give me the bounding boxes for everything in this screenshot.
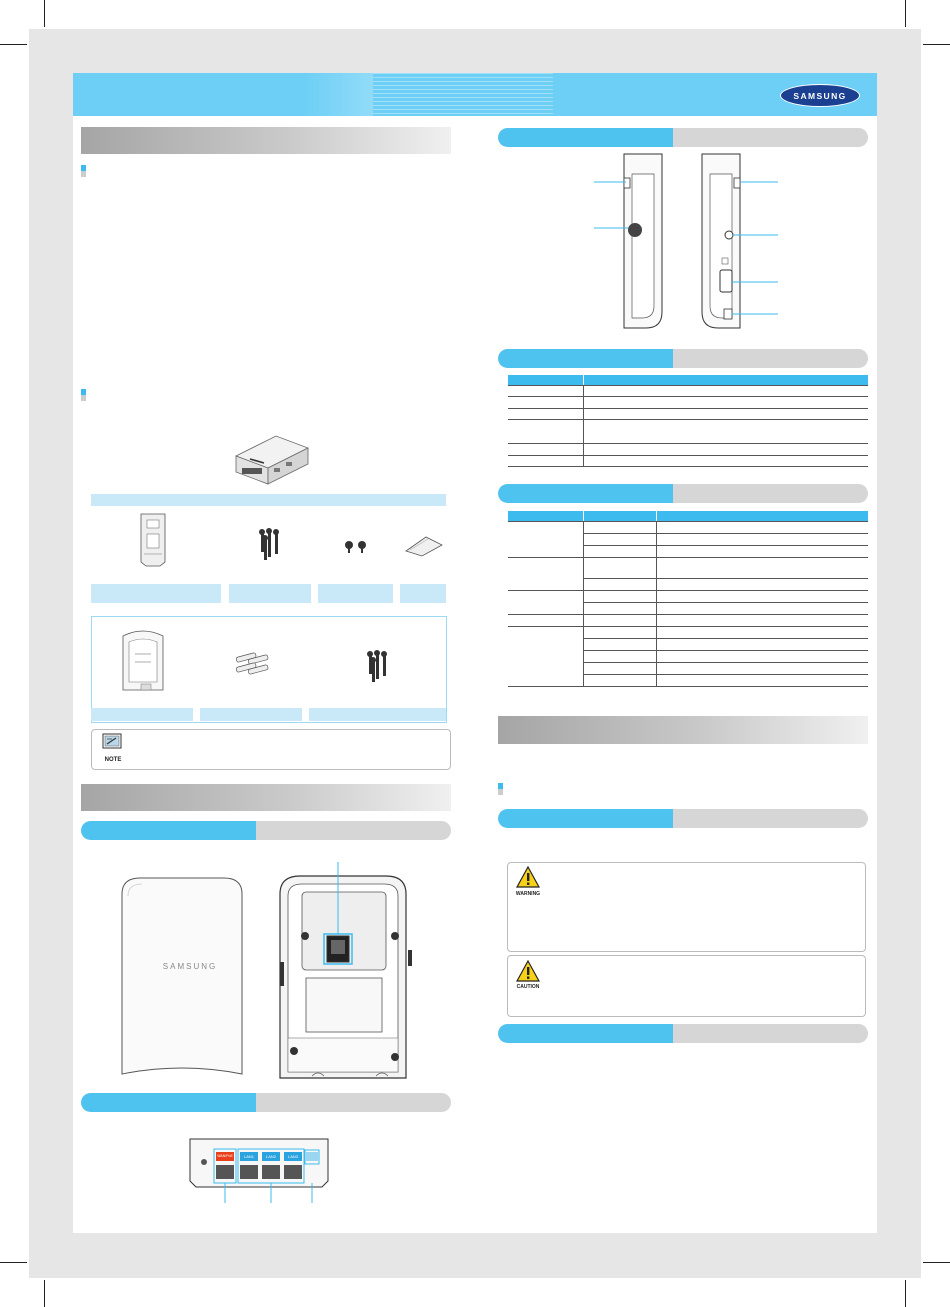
label-bar xyxy=(91,494,446,506)
callout-line xyxy=(336,862,340,874)
crop-mark xyxy=(923,44,950,45)
note-icon xyxy=(100,733,124,755)
subsection-title-bar xyxy=(498,128,868,147)
note-box xyxy=(91,729,451,770)
warning-label: WARNING xyxy=(515,891,541,897)
bullet-marker xyxy=(81,389,86,401)
note-label: NOTE xyxy=(104,757,122,763)
crop-mark xyxy=(0,44,27,45)
label-bar xyxy=(400,584,446,603)
screws-image xyxy=(257,528,281,564)
port-label-lan2: LAN2 xyxy=(265,1154,276,1159)
label-bar xyxy=(200,708,302,721)
small-screws-image xyxy=(343,540,369,554)
subsection-title-bar xyxy=(81,821,451,840)
crop-mark xyxy=(44,0,45,27)
samsung-logo: SAMSUNG xyxy=(780,84,860,107)
wall-mount-bracket-image xyxy=(138,512,168,568)
bullet-marker xyxy=(81,165,86,177)
access-point-image xyxy=(228,432,310,490)
crop-mark xyxy=(923,1262,950,1263)
section-title-bar xyxy=(81,784,451,811)
crop-mark xyxy=(905,0,906,27)
caution-label: CAUTION xyxy=(516,984,540,990)
subsection-title-bar xyxy=(81,1093,451,1112)
label-bar xyxy=(91,584,221,603)
port-label-wan: WAN/PoE xyxy=(217,1154,233,1158)
warning-box xyxy=(507,862,866,952)
screws-image xyxy=(365,650,389,686)
outdoor-enclosure-image xyxy=(117,626,169,694)
led-table xyxy=(508,375,868,467)
label-bar xyxy=(318,584,393,603)
port-label-lan1: LAN1 xyxy=(243,1154,254,1159)
crop-mark xyxy=(44,1280,45,1307)
subsection-title-bar xyxy=(498,349,868,368)
anchors-image xyxy=(232,651,274,681)
caution-icon xyxy=(516,960,540,982)
label-bar xyxy=(91,708,193,721)
device-front-logo: SAMSUNG xyxy=(162,962,218,971)
subsection-title-bar xyxy=(498,809,868,828)
section-title-bar xyxy=(81,127,451,154)
port-panel-image xyxy=(186,1137,332,1189)
label-bar xyxy=(309,708,446,721)
label-bar xyxy=(229,584,311,603)
device-back-image xyxy=(272,870,414,1084)
device-front-image xyxy=(118,874,246,1082)
section-title-bar xyxy=(498,716,868,744)
device-side-view-left xyxy=(592,152,670,332)
subsection-title-bar xyxy=(498,1024,868,1043)
warning-icon xyxy=(516,866,540,888)
bullet-marker xyxy=(498,783,503,795)
header-banner xyxy=(73,73,877,116)
caution-box xyxy=(507,955,866,1017)
guide-booklet-image xyxy=(404,535,444,557)
callout-lines xyxy=(220,1183,320,1205)
specification-table xyxy=(508,511,868,687)
port-label-lan3: LAN3 xyxy=(287,1154,298,1159)
crop-mark xyxy=(0,1262,27,1263)
device-side-view-right xyxy=(696,152,780,332)
crop-mark xyxy=(905,1280,906,1307)
subsection-title-bar xyxy=(498,484,868,503)
